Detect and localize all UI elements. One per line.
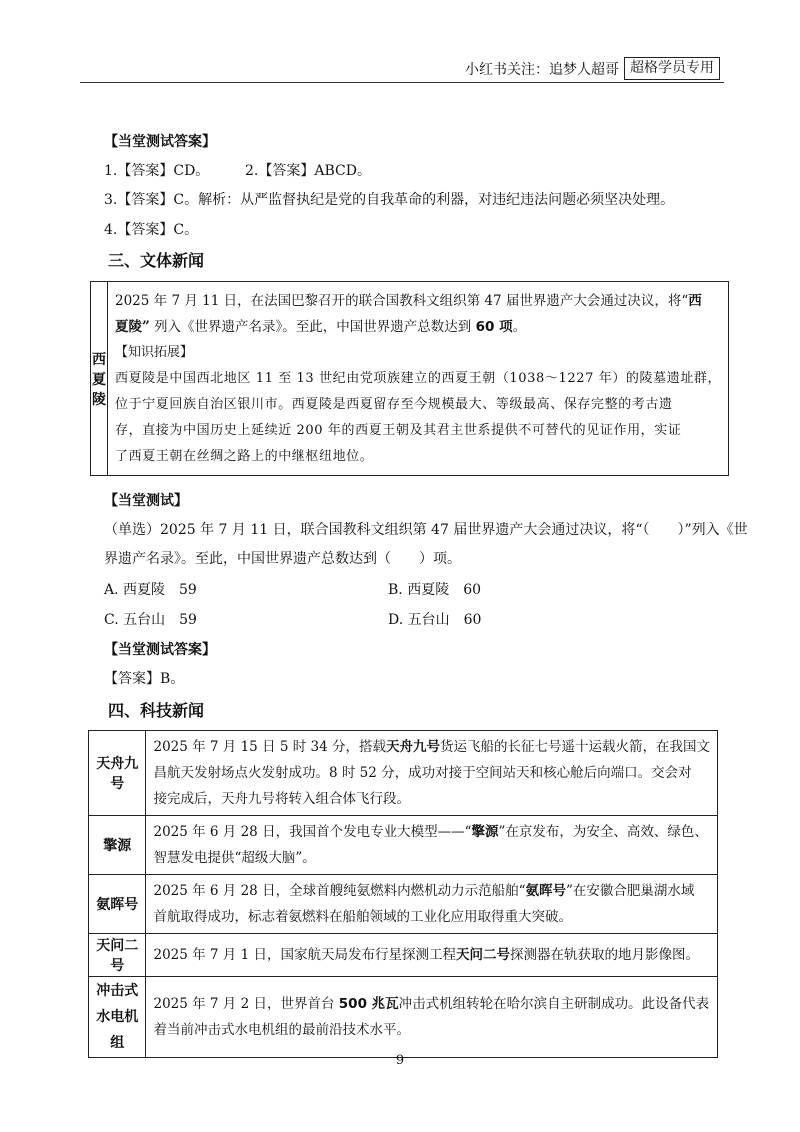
quiz-option-b: B. 西夏陵 60 [388,582,482,598]
tech4-l1c: 冲击式机组转轮在哈尔滨自主研制成功。此设备代表 [398,996,710,1012]
tech2-l1c: ”在安徽合肥巢湖水域 [565,883,695,899]
xixia-ext-l3: 存，直接为中国历史上延续近 200 年的西夏王朝及其君主世系提供不可替代的见证作用，实证 [115,422,682,438]
tech-row [89,977,718,1058]
header-badge: 超格学员专用 [624,57,720,80]
tech2-l1b: 氨晖号 [525,883,566,899]
tech4-l1a: 2025 年 7 月 2 日，世界首台 [153,996,339,1012]
tech1-l1b: 擎源 [471,824,499,840]
page-header [465,57,720,80]
tech-content [146,816,718,875]
tech-label: 氨晖号 [89,875,146,934]
xixia-p1-l2a: 夏陵” [115,318,150,335]
tech3-l1c: 探测器在轨获取的地月影像图。 [509,947,699,963]
header-rule [80,82,724,83]
xixia-ext-l2: 位于宁夏回族自治区银川市。西夏陵是西夏留存至今规模最大、等级最高、保存完整的考古遗 [115,396,673,412]
xixia-table [90,281,729,476]
xixia-p1-l2c: 60 项 [475,318,513,335]
tech1-l2: 智慧发电提供“超级大脑”。 [153,850,316,866]
answers2-title: 【当堂测试答案】 [104,642,216,658]
quiz-question-l1: （单选）2025 年 7 月 11 日，联合国教科文组织第 47 届世界遗产大会通过决议，将“（ ）”列入《世 [104,522,748,538]
answer-3: 3.【答案】C。解析：从严监督执纪是党的自我革命的利器，对违纪违法问题必须坚决处理。 [104,192,675,208]
tech-content [146,977,718,1058]
tech2-l1a: 2025 年 6 月 28 日，全球首艘纯氨燃料内燃机动力示范船舶“ [153,883,526,899]
header-text: 小红书关注：追梦人超哥 [465,61,619,78]
xixia-label: 西夏陵 [91,282,108,476]
answers2-answer: 【答案】B。 [104,671,185,687]
tech-label: 天舟九号 [89,731,146,816]
xixia-p1-l1b: 西 [688,292,702,309]
quiz-title: 【当堂测试】 [104,493,188,509]
xixia-p1-l1a: 2025 年 7 月 11 日，在法国巴黎召开的联合国教科文组织第 47 届世界遗产大会通过决议，将“ [115,292,689,309]
tech1-l1c: ”在京发布，为安全、高效、绿色、 [498,824,708,840]
quiz-option-d: D. 五台山 60 [388,612,482,628]
answer-1: 1.【答案】CD。 [104,163,210,179]
tech4-label-l2: 水电机组 [96,1009,139,1051]
tech0-l1b: 天舟九号 [386,739,440,755]
tech-label: 天问二号 [89,934,146,977]
tech-table [88,730,718,1058]
xixia-ext-title: 【知识拓展】 [115,344,194,360]
tech1-l1a: 2025 年 6 月 28 日，我国首个发电专业大模型——“ [153,824,472,840]
answer-2: 2.【答案】ABCD。 [245,163,371,179]
section-title-culture: 三、文体新闻 [108,251,205,270]
tech4-l2: 着当前冲击式水电机组的最前沿技术水平。 [153,1022,410,1038]
tech0-l2: 昌航天发射场点火发射成功。8 时 52 分，成功对接于空间站天和核心舱后向端口。交会对 [153,765,692,781]
section-title-tech: 四、科技新闻 [108,701,205,720]
tech0-l1a: 2025 年 7 月 15 日 5 时 34 分，搭载 [153,739,386,755]
tech-row [89,875,718,934]
xixia-ext-l4: 了西夏王朝在丝绸之路上的中继枢纽地位。 [115,448,374,464]
tech-label [89,977,146,1058]
tech2-l2: 首航取得成功，标志着氨燃料在船舶领域的工业化应用取得重大突破。 [153,909,572,925]
tech4-label-l1: 冲击式 [96,983,139,999]
tech4-l1b: 500 兆瓦 [338,996,399,1012]
tech3-l1a: 2025 年 7 月 1 日，国家航天局发布行星探测工程 [153,947,456,963]
tech0-l1c: 货运飞船的长征七号遥十运载火箭，在我国文 [440,739,710,755]
xixia-p1-l2b: 列入《世界遗产名录》。至此，中国世界遗产总数达到 [149,318,476,335]
xixia-p1-l2d: 。 [512,318,527,335]
answer-4: 4.【答案】C。 [104,222,199,238]
tech3-l1b: 天问二号 [455,947,510,963]
quiz-question-l2: 界遗产名录》。至此，中国世界遗产总数达到（ ）项。 [104,551,461,567]
answers-title: 【当堂测试答案】 [104,134,216,150]
quiz-option-c: C. 五台山 59 [104,612,197,628]
tech-content [146,934,718,977]
tech-content [146,731,718,816]
tech-row [89,731,718,816]
tech0-l3: 接完成后，天舟九号将转入组合体飞行段。 [153,791,410,807]
tech-label: 擎源 [89,816,146,875]
tech-row [89,816,718,875]
page-number: 9 [395,1053,405,1068]
xixia-content [108,282,729,476]
xixia-ext-l1: 西夏陵是中国西北地区 11 至 13 世纪由党项族建立的西夏王朝（1038～1227 年）的陵墓遗址群， [115,370,722,386]
tech-row [89,934,718,977]
quiz-option-a: A. 西夏陵 59 [104,582,197,598]
tech-content [146,875,718,934]
